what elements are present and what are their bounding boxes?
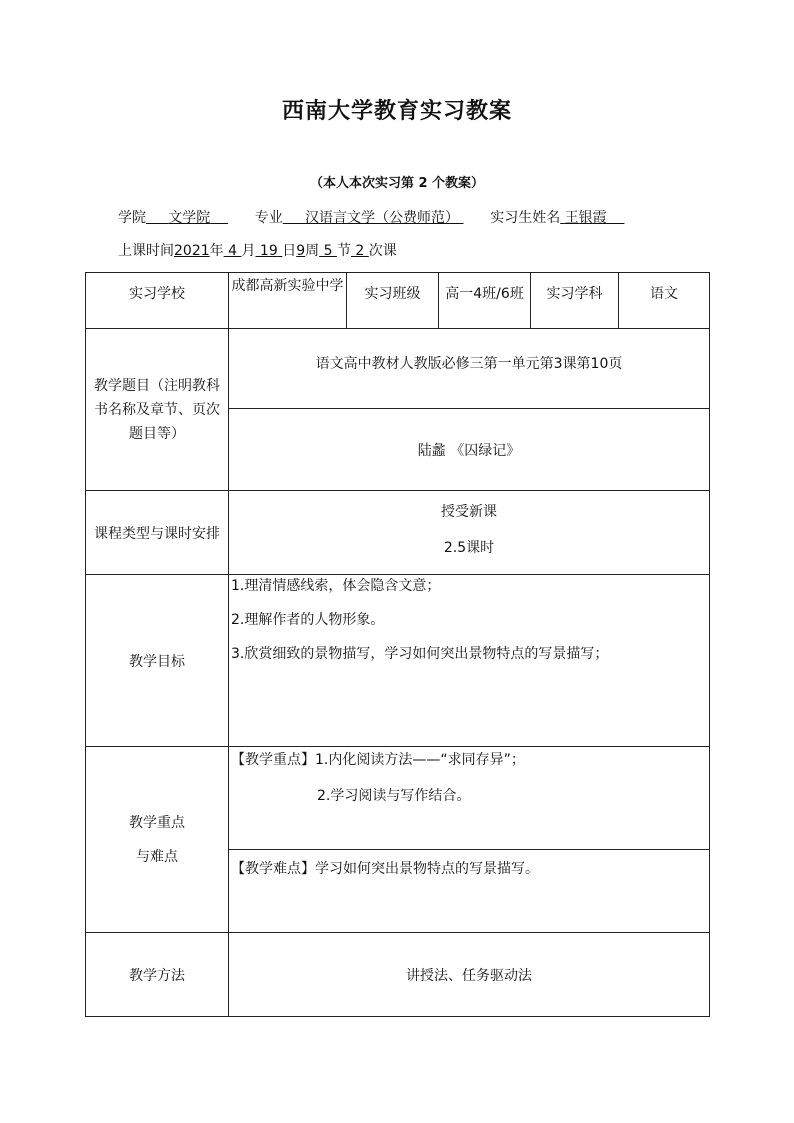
topic-label: 教学题目（注明教科书名称及章节、页次题目等） <box>86 329 229 491</box>
subject-value: 语文 <box>619 273 710 329</box>
lesson-plan-table <box>85 272 710 1017</box>
info-line-college <box>118 207 624 227</box>
goals-cell <box>229 575 710 747</box>
goal-item: 3.欣赏细致的景物描写，学习如何突出景物特点的写景描写； <box>231 646 609 662</box>
goal-item: 2.理解作者的人物形象。 <box>231 612 385 628</box>
key-point-2: 2.学习阅读与写作结合。 <box>317 788 471 804</box>
course-type-label: 课程类型与课时安排 <box>86 491 229 575</box>
info-line-time: 上课时间2021年 4 月 19 日9周 5 节 2 次课 <box>118 243 397 259</box>
class-value: 高一4班/6班 <box>439 273 531 329</box>
key-points-label: 教学重点 与难点 <box>86 747 229 933</box>
major-value: 汉语言文学（公费师范） <box>305 210 460 226</box>
key-point-1: 【教学重点】1.内化阅读方法——“求同存异”； <box>231 752 525 768</box>
document-subtitle: （本人本次实习第 2 个教案） <box>309 176 485 191</box>
school-label: 实习学校 <box>86 273 229 329</box>
method-value: 讲授法、任务驱动法 <box>229 933 710 1017</box>
major-label: 专业 <box>254 210 283 226</box>
course-type-cell <box>229 491 710 575</box>
class-label: 实习班级 <box>347 273 439 329</box>
college-value: 文学院 <box>168 210 211 226</box>
goals-label: 教学目标 <box>86 575 229 747</box>
college-label: 学院 <box>118 210 146 226</box>
week-value: 9 <box>296 243 306 259</box>
goal-item: 1.理清情感线索，体会隐含文意； <box>231 578 441 594</box>
method-label: 教学方法 <box>86 933 229 1017</box>
student-value: 王银霞 <box>564 210 607 226</box>
course-type: 授受新课 <box>441 504 497 520</box>
difficulty-cell: 【教学难点】学习如何突出景物特点的写景描写。 <box>229 850 710 933</box>
year-value: 2021 <box>174 243 210 259</box>
key-points-cell <box>229 747 710 850</box>
day-value: 19 <box>259 243 278 259</box>
period-value: 5 <box>323 243 333 259</box>
time-label: 上课时间 <box>118 243 174 259</box>
student-label: 实习生姓名 <box>490 210 561 226</box>
count-value: 2 <box>355 243 365 259</box>
topic-title: 陆蠡 《囚绿记》 <box>229 409 710 491</box>
month-value: 4 <box>228 243 238 259</box>
school-value: 成都高新实验中学 <box>229 273 347 329</box>
document-title: 西南大学教育实习教案 <box>281 99 512 124</box>
topic-book: 语文高中教材人教版必修三第一单元第3课第10页 <box>229 329 710 409</box>
subject-label: 实习学科 <box>531 273 619 329</box>
course-hours: 2.5课时 <box>443 540 495 556</box>
